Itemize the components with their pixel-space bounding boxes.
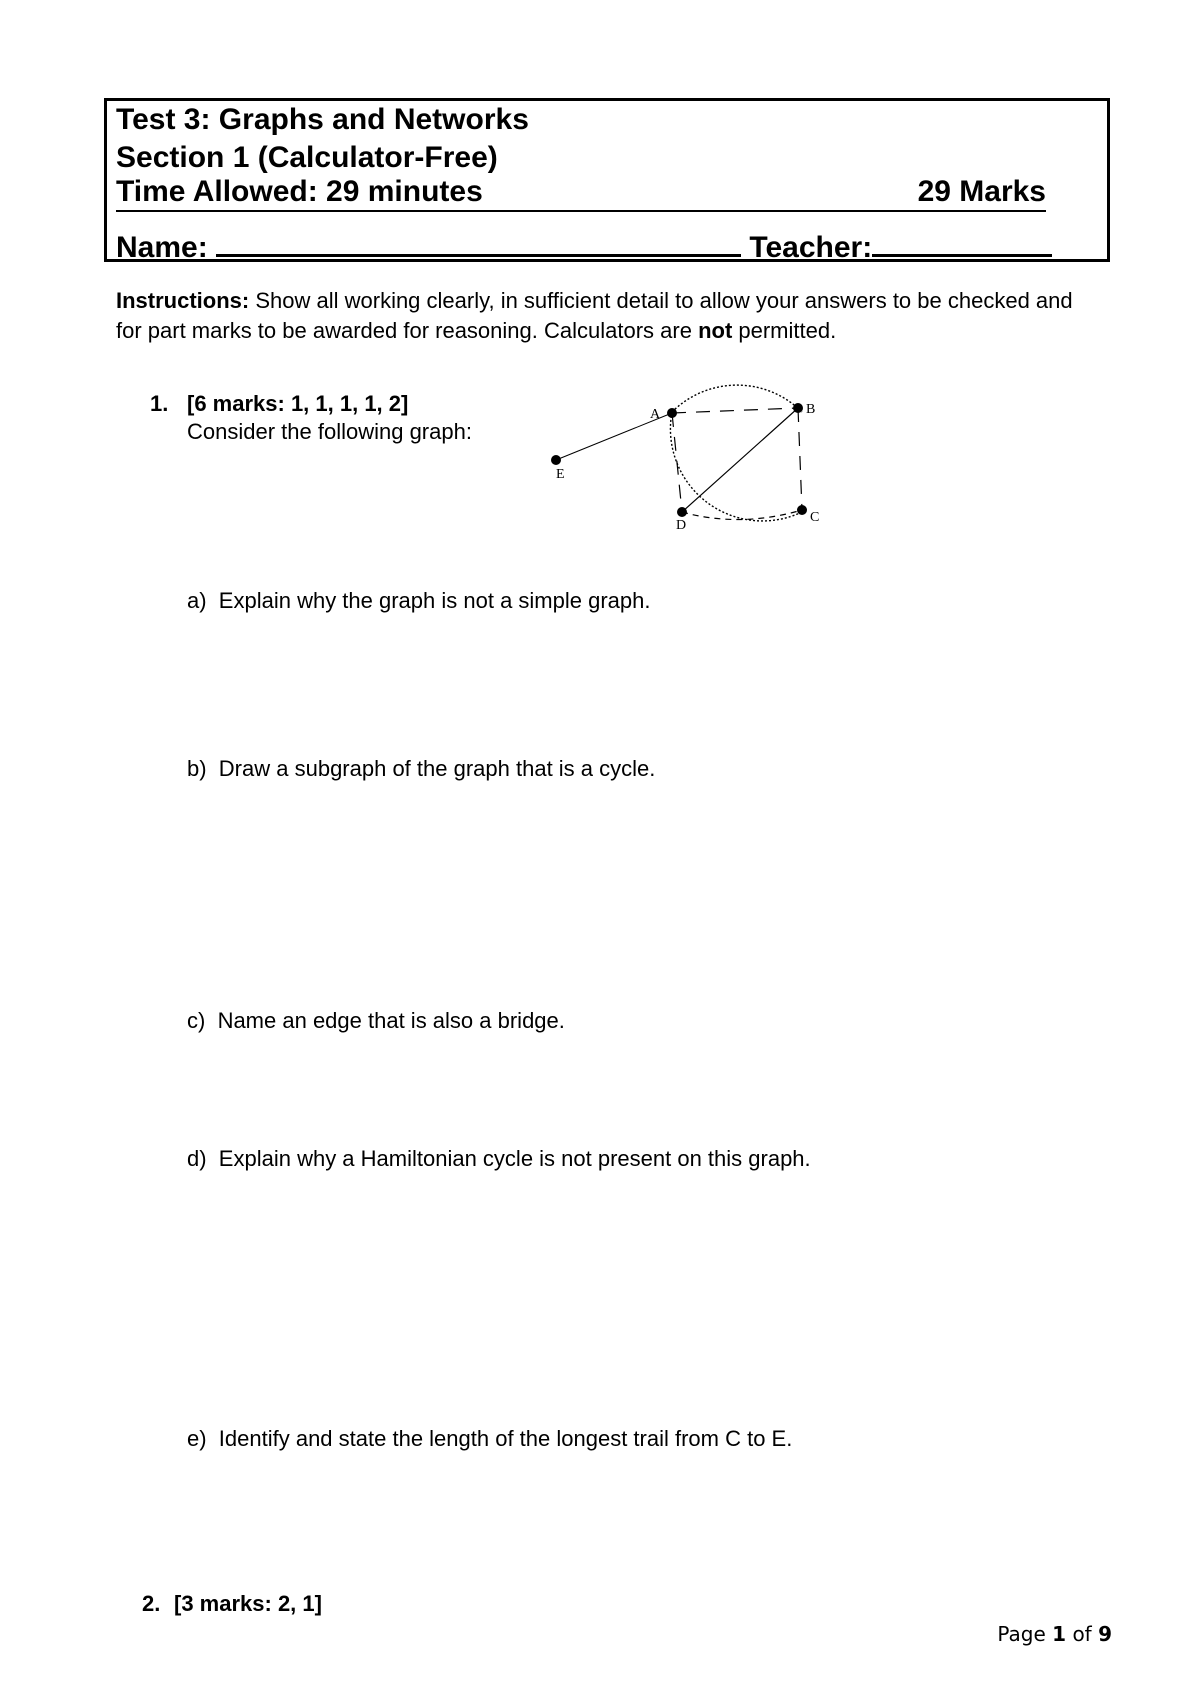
part-c [187, 1007, 565, 1035]
part-c-text: Name an edge that is also a bridge. [217, 1008, 565, 1033]
instructions-emphasis: not [698, 318, 733, 343]
vertex-E [551, 455, 561, 465]
of-word: of [1072, 1622, 1092, 1646]
test-title: Test 3: Graphs and Networks [116, 103, 529, 136]
question2-number: 2. [142, 1591, 161, 1616]
page-footer [997, 1622, 1112, 1646]
part-a-label: a) [187, 588, 207, 613]
part-c-label: c) [187, 1008, 206, 1033]
question1-marks: [6 marks: 1, 1, 1, 1, 2] [187, 391, 409, 416]
total-pages: 9 [1098, 1622, 1112, 1646]
name-teacher-row [116, 226, 1052, 266]
time-allowed: Time Allowed: 29 minutes [116, 175, 483, 208]
part-b-text: Draw a subgraph of the graph that is a cycle. [218, 756, 656, 781]
time-row [116, 174, 1046, 212]
part-d-text: Explain why a Hamiltonian cycle is not present on this graph. [218, 1146, 811, 1171]
question1-prompt: Consider the following graph: [187, 419, 472, 444]
edge-B-C [798, 408, 802, 510]
vertex-label-A: A [650, 407, 661, 422]
vertex-label-D: D [676, 518, 687, 533]
vertex-D [677, 507, 687, 517]
teacher-field[interactable] [872, 226, 1052, 257]
vertex-label-B: B [806, 402, 816, 417]
instructions-label: Instructions: [116, 288, 250, 313]
vertex-C [797, 505, 807, 515]
total-marks: 29 Marks [917, 175, 1046, 208]
name-field[interactable] [216, 226, 741, 257]
edge-B-D [682, 408, 798, 512]
edge-A-B [672, 408, 798, 413]
edge-circle-upper [672, 385, 802, 412]
section-title: Section 1 (Calculator-Free) [116, 141, 498, 174]
part-e-label: e) [187, 1426, 207, 1451]
part-b [187, 755, 655, 783]
question2-marks: [3 marks: 2, 1] [174, 1591, 322, 1616]
part-a [187, 587, 650, 615]
instructions-text-end: permitted. [732, 318, 837, 343]
instructions-text: Show all working clearly, in sufficient detail to allow your answers to be checked and for part marks to be awarded for reasoning. Calculators are [116, 288, 1073, 343]
part-a-text: Explain why the graph is not a simple graph. [218, 588, 651, 613]
part-e [187, 1425, 792, 1453]
part-d-label: d) [187, 1146, 207, 1171]
page-word: Page [997, 1622, 1046, 1646]
instructions [116, 286, 1076, 346]
graph-figure [540, 380, 840, 570]
vertex-label-E: E [556, 467, 565, 482]
name-label: Name: [116, 231, 208, 264]
vertex-label-C: C [810, 510, 820, 525]
page-number: 1 [1052, 1622, 1067, 1646]
question1-number: 1. [150, 391, 169, 416]
teacher-label: Teacher: [749, 231, 873, 264]
part-b-label: b) [187, 756, 207, 781]
part-d [187, 1145, 811, 1173]
part-e-text: Identify and state the length of the longest trail from C to E. [218, 1426, 793, 1451]
edge-A-D [672, 413, 682, 512]
vertex-A [667, 408, 677, 418]
vertex-B [793, 403, 803, 413]
